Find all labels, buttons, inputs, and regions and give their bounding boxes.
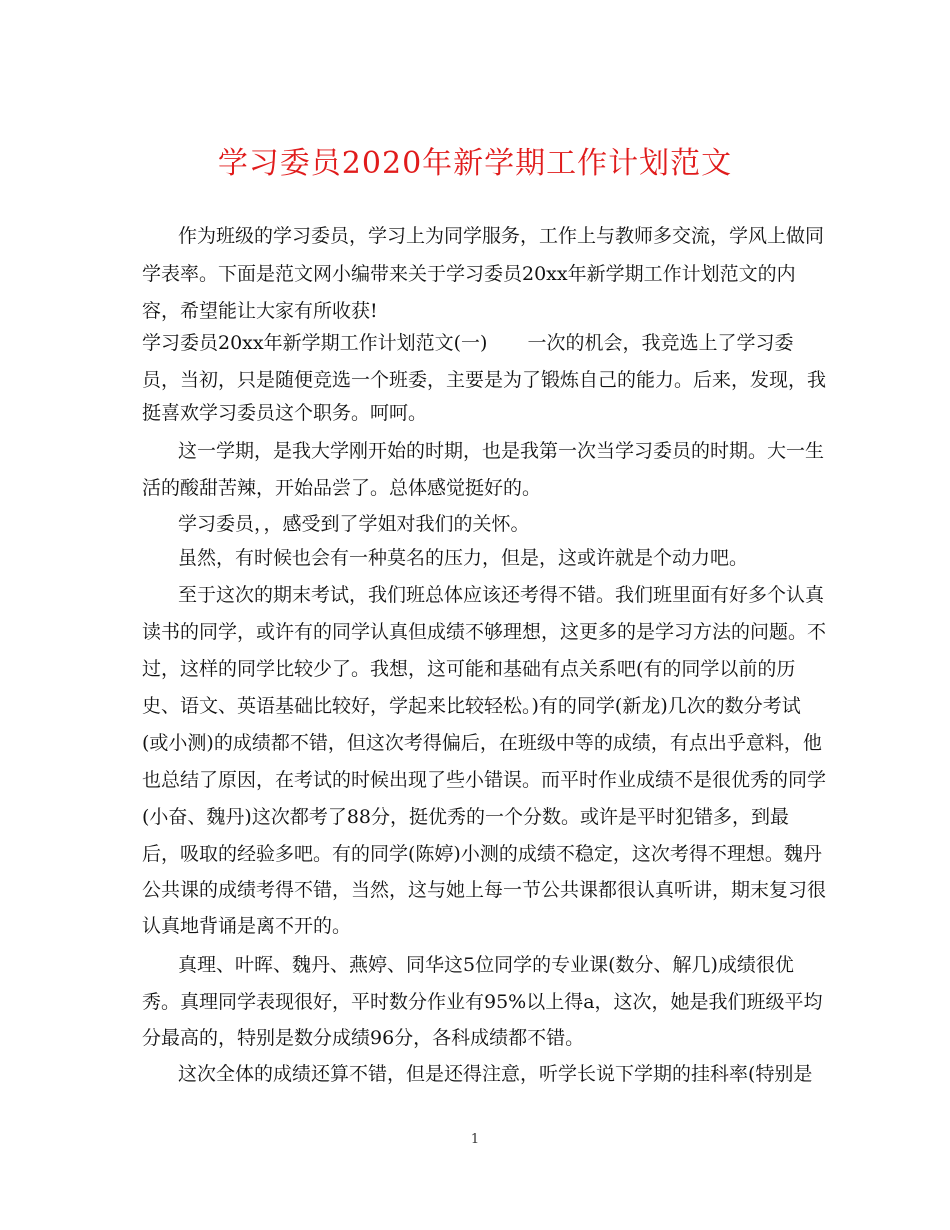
section-heading: 学习委员20xx年新学期工作计划范文(一) [142, 332, 488, 354]
document-title: 学习委员2020年新学期工作计划范文 [217, 146, 733, 181]
text-segment: 一次的机会，我竞选上了学习委 [527, 332, 794, 354]
text-line: (小奋、魏丹)这次都考了88分，挺优秀的一个分数。或许是平时犯错多，到最 [142, 806, 790, 828]
text-line: 至于这次的期末考试，我们班总体应该还考得不错。我们班里面有好多个认真 [178, 584, 825, 606]
text-line: 史、语文、英语基础比较好，学起来比较轻松。)有的同学(新龙)几次的数分考试 [142, 695, 801, 717]
text-line: 虽然，有时候也会有一种莫名的压力，但是，这或许就是个动力吧。 [178, 547, 749, 569]
text-line: 公共课的成绩考得不错，当然，这与她上每一节公共课都很认真听讲，期末复习很 [142, 879, 827, 901]
text-line: 活的酸甜苦辣，开始品尝了。总体感觉挺好的。 [142, 477, 542, 499]
page-number: 1 [470, 1132, 480, 1147]
text-line: 也总结了原因，在考试的时候出现了些小错误。而平时作业成绩不是很优秀的同学 [142, 769, 827, 791]
text-line: 学表率。下面是范文网小编带来关于学习委员20xx年新学期工作计划范文的内 [142, 263, 796, 285]
text-line: 这一学期，是我大学刚开始的时期，也是我第一次当学习委员的时期。大一生 [178, 440, 825, 462]
text-line: 容，希望能让大家有所收获! [142, 300, 378, 322]
text-line: 后，吸取的经验多吧。有的同学(陈婷)小测的成绩不稳定，这次考得不理想。魏丹 [142, 843, 822, 865]
text-line: 秀。真理同学表现很好，平时数分作业有95%以上得a，这次，她是我们班级平均 [142, 991, 823, 1013]
text-line: 作为班级的学习委员，学习上为同学服务，工作上与教师多交流，学风上做同 [178, 225, 825, 247]
text-line: 读书的同学，或许有的同学认真但成绩不够理想，这更多的是学习方法的问题。不 [142, 621, 827, 643]
text-line: 挺喜欢学习委员这个职务。呵呵。 [142, 402, 428, 424]
text-line: 分最高的，特别是数分成绩96分，各科成绩都不错。 [142, 1027, 585, 1049]
text-line: 过，这样的同学比较少了。我想，这可能和基础有点关系吧(有的同学以前的历 [142, 658, 796, 680]
text-line: 员，当初，只是随便竞选一个班委，主要是为了锻炼自己的能力。后来，发现，我 [142, 369, 827, 391]
text-line: 真理、叶晖、魏丹、燕婷、同华这5位同学的专业课(数分、解几)成绩很优 [178, 954, 794, 976]
text-line: (或小测)的成绩都不错，但这次考得偏后，在班级中等的成绩，有点出乎意料，他 [142, 732, 822, 754]
text-line: 学习委员，，感受到了学姐对我们的关怀。 [178, 513, 530, 535]
text-line: 这次全体的成绩还算不错，但是还得注意，听学长说下学期的挂科率(特别是 [178, 1063, 813, 1085]
text-line: 认真地背诵是离不开的。 [142, 915, 352, 937]
text-line [142, 331, 793, 355]
